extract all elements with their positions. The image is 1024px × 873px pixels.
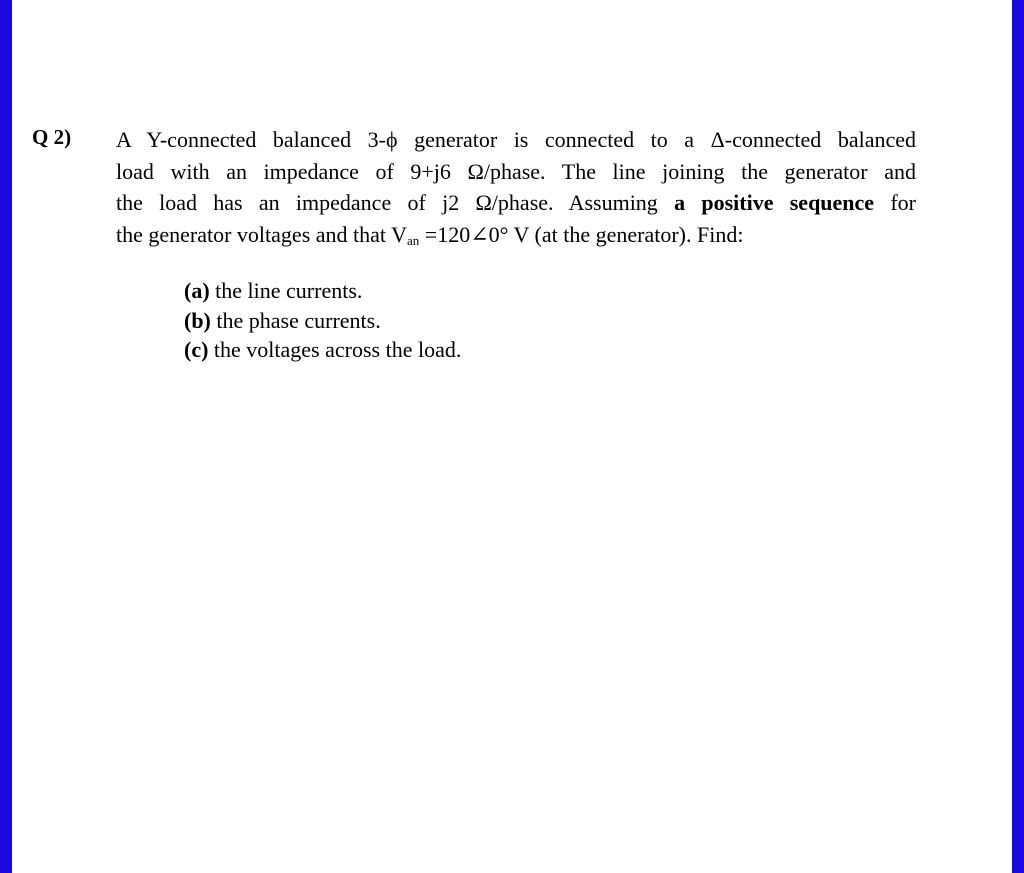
part-a-label: (a) — [184, 278, 210, 303]
question-line-3 — [116, 187, 916, 219]
question-line-4-post: =120∠0° V (at the generator). Find: — [424, 221, 744, 247]
part-b-label: (b) — [184, 307, 211, 333]
question-line-1: A Y-connected balanced 3-ϕ generator is connected to a Δ-connected balanced — [116, 127, 916, 152]
emphasis-positive-sequence: a positive sequence — [674, 190, 875, 215]
part-a-text: the line currents. — [215, 278, 363, 303]
question-line-2: load with an impedance of 9+j6 Ω/phase. The line joining the generator and — [116, 158, 916, 184]
question-text — [116, 124, 916, 256]
part-c-label: (c) — [184, 337, 209, 362]
document-page — [12, 0, 1012, 873]
question-parts — [184, 276, 461, 365]
question-line-3-tail: for — [890, 190, 917, 215]
part-c-text: the voltages across the load. — [213, 337, 462, 362]
question-line-3-text: the load has an impedance of j2 Ω/phase. Assuming — [116, 190, 658, 215]
part-c — [184, 335, 461, 365]
question-line-4 — [116, 219, 916, 257]
part-b — [184, 306, 461, 336]
van-subscript: an — [407, 232, 420, 248]
question-number: Q 2) — [32, 125, 72, 149]
question-line-4-pre: the generator voltages and that V — [116, 221, 407, 247]
part-a — [184, 276, 461, 306]
part-b-text: the phase currents. — [216, 307, 381, 333]
